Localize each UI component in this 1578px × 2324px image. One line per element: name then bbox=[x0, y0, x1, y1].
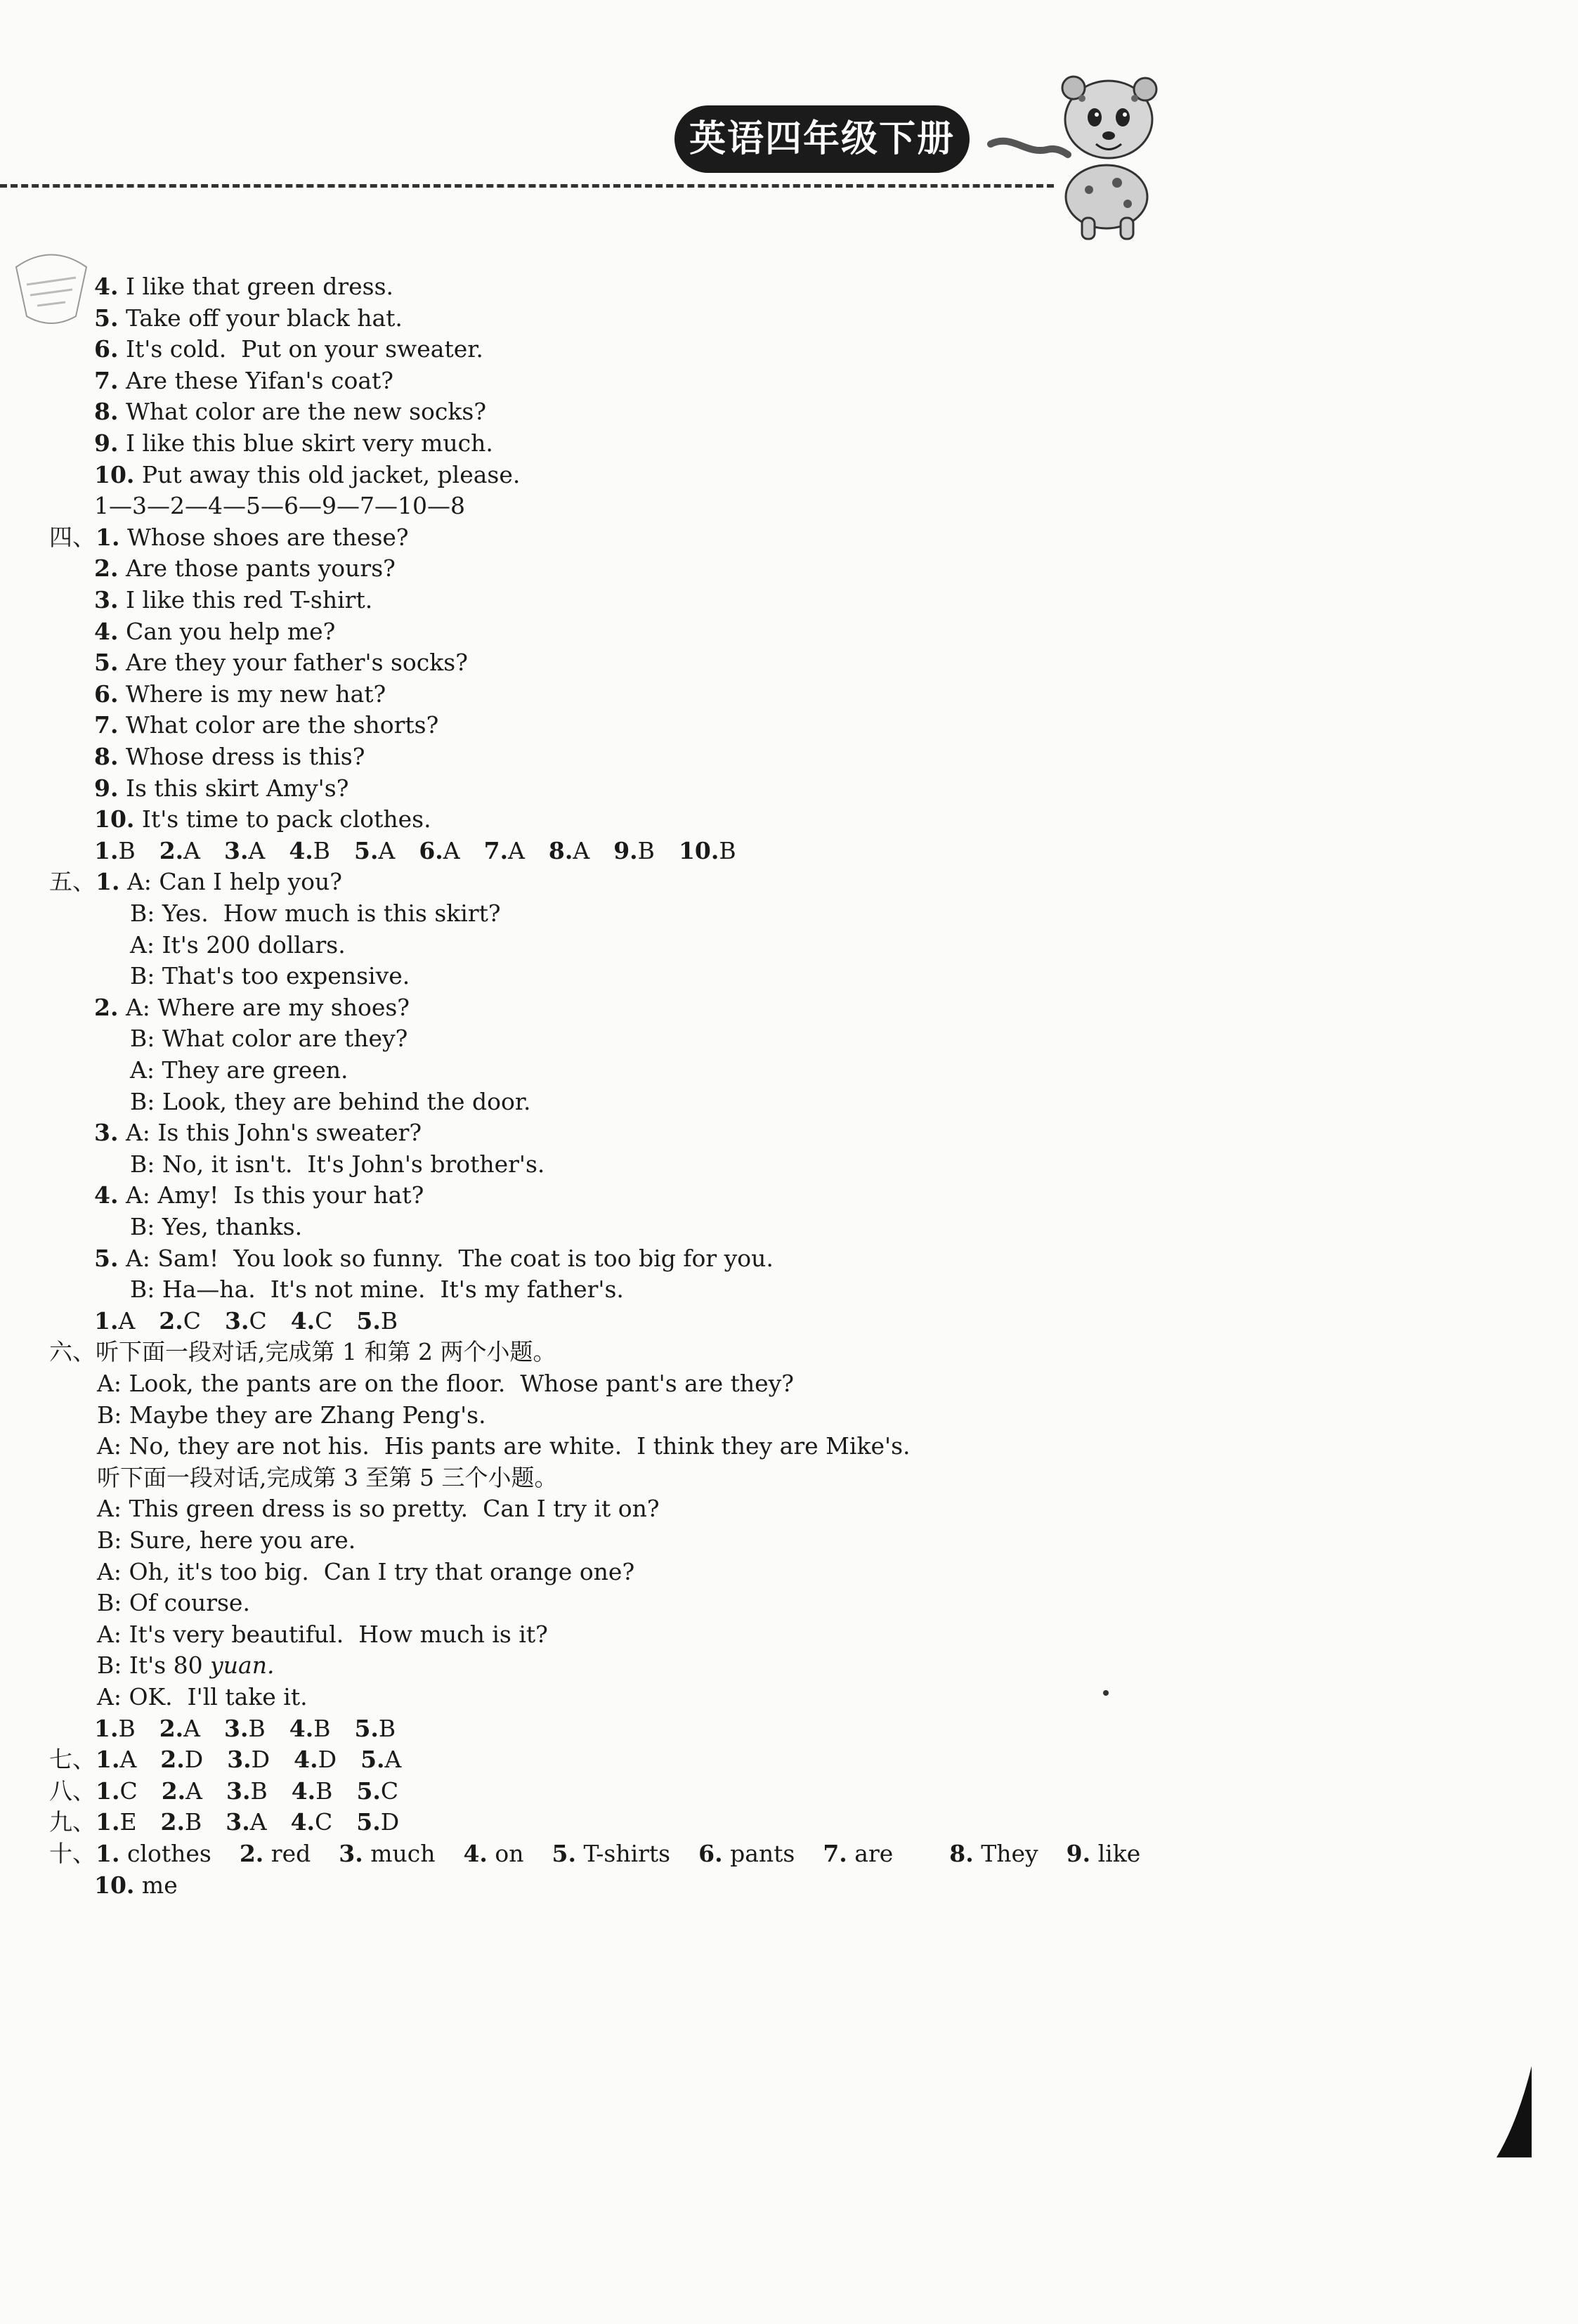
item-number: 2. bbox=[94, 554, 119, 582]
dialog-line bbox=[94, 1117, 422, 1148]
answer-number: 2. bbox=[160, 1808, 185, 1836]
dialog-line bbox=[97, 1682, 308, 1713]
answer-item bbox=[226, 1807, 266, 1838]
answer-number: 4. bbox=[290, 1307, 315, 1335]
dialog-text: A: No, they are not his. His pants are white. I think they are Mike's. bbox=[97, 1432, 911, 1460]
answer-value: A bbox=[384, 1746, 402, 1773]
dialog-line bbox=[130, 1023, 407, 1054]
answer-row bbox=[94, 1713, 419, 1744]
item-text: It's cold. Put on your sweater. bbox=[125, 335, 483, 363]
leopard-cub-icon bbox=[984, 67, 1201, 242]
numbered-item bbox=[94, 741, 365, 772]
instruction-line bbox=[49, 1337, 556, 1368]
answer-value: clothes bbox=[126, 1840, 211, 1867]
item-text: Is this skirt Amy's? bbox=[125, 774, 349, 802]
answer-number: 6. bbox=[698, 1840, 723, 1867]
answer-row bbox=[49, 1838, 1140, 1869]
answer-value: much bbox=[370, 1840, 436, 1867]
answer-value: are bbox=[854, 1840, 894, 1867]
dialog-line bbox=[130, 898, 501, 929]
answer-number: 5. bbox=[356, 1808, 381, 1836]
dialog-line bbox=[130, 1274, 624, 1305]
currency-unit: yuan. bbox=[210, 1651, 275, 1679]
answer-value: D bbox=[184, 1746, 204, 1773]
answer-number: 2. bbox=[159, 1715, 184, 1742]
answer-number: 9. bbox=[613, 837, 638, 864]
answer-row bbox=[94, 1306, 422, 1337]
answer-item bbox=[291, 1306, 333, 1337]
answer-value: C bbox=[380, 1777, 399, 1805]
dialog-text: A: They are green. bbox=[130, 1056, 348, 1084]
dialog-text: A: Look, the pants are on the floor. Whose pant's are they? bbox=[97, 1370, 794, 1397]
dialog-line bbox=[130, 961, 410, 992]
numbered-item bbox=[94, 334, 483, 365]
answer-number: 4. bbox=[289, 1715, 314, 1742]
answer-value: A bbox=[248, 837, 266, 864]
item-text: I like this blue skirt very much. bbox=[125, 429, 493, 457]
answer-number: 4. bbox=[290, 1808, 315, 1836]
dialog-text: B: Sure, here you are. bbox=[97, 1526, 356, 1554]
item-number: 5. bbox=[94, 649, 119, 676]
answer-item bbox=[339, 1838, 435, 1869]
section-label: 七、 bbox=[49, 1746, 96, 1773]
answer-number: 8. bbox=[548, 837, 573, 864]
dialog-line bbox=[97, 1650, 274, 1681]
answer-item bbox=[96, 1838, 211, 1869]
numbered-item bbox=[94, 303, 403, 334]
dialog-line bbox=[97, 1400, 486, 1431]
dialog-line bbox=[97, 1493, 660, 1524]
answer-number: 5. bbox=[354, 1715, 379, 1742]
dialog-text: B: No, it isn't. It's John's brother's. bbox=[130, 1150, 545, 1178]
dialog-line bbox=[97, 1557, 634, 1588]
answer-value: C bbox=[119, 1777, 138, 1805]
answer-item bbox=[94, 1870, 178, 1901]
item-number: 7. bbox=[94, 711, 119, 739]
dialog-text: B: Maybe they are Zhang Peng's. bbox=[97, 1401, 486, 1429]
item-number: 3. bbox=[94, 586, 119, 614]
answer-number: 2. bbox=[160, 1746, 185, 1773]
item-text: Are those pants yours? bbox=[125, 554, 396, 582]
answer-item bbox=[949, 1838, 1038, 1869]
answer-number: 9. bbox=[1066, 1840, 1091, 1867]
answer-item bbox=[294, 1744, 337, 1775]
numbered-item bbox=[94, 365, 393, 396]
answer-value: B bbox=[248, 1715, 266, 1742]
answer-value: B bbox=[719, 837, 736, 864]
numbered-item bbox=[94, 553, 396, 584]
answer-number: 5. bbox=[354, 837, 379, 864]
item-number: 9. bbox=[94, 429, 119, 457]
answer-item bbox=[552, 1838, 671, 1869]
answer-number: 5. bbox=[360, 1746, 385, 1773]
answer-item bbox=[484, 836, 525, 866]
answer-value: D bbox=[380, 1808, 400, 1836]
numbered-item bbox=[49, 522, 409, 553]
answer-item bbox=[549, 836, 589, 866]
answer-number: 4. bbox=[294, 1746, 318, 1773]
numbered-item bbox=[94, 428, 493, 459]
dialog-text: A: It's 200 dollars. bbox=[130, 931, 346, 959]
dialog-line bbox=[97, 1368, 794, 1399]
answer-value: A bbox=[249, 1808, 267, 1836]
dialog-text: A: Amy! Is this your hat? bbox=[125, 1181, 424, 1209]
answer-value: A bbox=[118, 1307, 136, 1335]
answer-value: A bbox=[508, 837, 525, 864]
section-label: 六、 bbox=[49, 1338, 96, 1365]
dialog-line bbox=[94, 992, 410, 1023]
item-number: 5. bbox=[94, 1245, 119, 1272]
item-number: 8. bbox=[94, 398, 119, 425]
dialog-text: B: That's too expensive. bbox=[130, 962, 410, 989]
dialog-text: B: Yes, thanks. bbox=[130, 1213, 303, 1240]
answer-value: A bbox=[183, 1715, 201, 1742]
answer-value: A bbox=[573, 837, 590, 864]
answer-value: red bbox=[270, 1840, 311, 1867]
answer-number: 3. bbox=[339, 1840, 363, 1867]
answer-row bbox=[49, 1776, 422, 1807]
numbered-item bbox=[94, 773, 348, 804]
answer-value: A bbox=[185, 1777, 202, 1805]
answer-item bbox=[160, 1744, 203, 1775]
answer-number: 1. bbox=[94, 837, 119, 864]
answer-row bbox=[94, 1870, 178, 1901]
answer-value: B bbox=[313, 837, 331, 864]
answer-item bbox=[291, 1807, 333, 1838]
numbered-item bbox=[94, 585, 372, 616]
answer-number: 3. bbox=[224, 837, 249, 864]
answer-number: 8. bbox=[949, 1840, 974, 1867]
answer-item bbox=[356, 1306, 398, 1337]
answer-item bbox=[292, 1776, 333, 1807]
item-text: I like that green dress. bbox=[125, 273, 394, 300]
section-label: 十、 bbox=[49, 1840, 96, 1867]
answer-value: B bbox=[118, 837, 136, 864]
dialog-text: A: Sam! You look so funny. The coat is too big for you. bbox=[125, 1245, 774, 1272]
answer-number: 1. bbox=[96, 1840, 120, 1867]
item-text: Whose shoes are these? bbox=[126, 524, 409, 551]
item-number: 10. bbox=[94, 461, 135, 488]
answer-number: 4. bbox=[289, 837, 313, 864]
answer-item bbox=[161, 1807, 202, 1838]
answer-number: 1. bbox=[96, 1777, 120, 1805]
answer-item bbox=[1067, 1838, 1141, 1869]
answer-item bbox=[354, 836, 395, 866]
answer-value: D bbox=[251, 1746, 270, 1773]
answer-value: They bbox=[981, 1840, 1038, 1867]
answer-item bbox=[679, 836, 736, 866]
dialog-text: B: Ha—ha. It's not mine. It's my father's. bbox=[130, 1275, 624, 1303]
answer-item bbox=[240, 1838, 311, 1869]
answer-number: 4. bbox=[463, 1840, 488, 1867]
numbered-item bbox=[94, 647, 468, 678]
answer-item bbox=[94, 836, 136, 866]
item-text: It's time to pack clothes. bbox=[141, 805, 431, 833]
item-number: 6. bbox=[94, 335, 119, 363]
item-number: 4. bbox=[94, 273, 119, 300]
answer-item bbox=[613, 836, 655, 866]
answer-value: A bbox=[119, 1746, 137, 1773]
dialog-text: B: It's 80 bbox=[97, 1651, 211, 1679]
dialog-text: A: Is this John's sweater? bbox=[125, 1119, 422, 1146]
answer-value: B bbox=[313, 1715, 331, 1742]
answer-number: 1. bbox=[94, 1307, 119, 1335]
answer-number: 5. bbox=[552, 1840, 576, 1867]
answer-number: 3. bbox=[225, 1307, 249, 1335]
ink-dot bbox=[1103, 1690, 1109, 1696]
answer-item bbox=[96, 1807, 137, 1838]
answer-item bbox=[356, 1807, 399, 1838]
header-divider bbox=[0, 184, 1054, 188]
answer-number: 4. bbox=[291, 1777, 316, 1805]
item-text: Can you help me? bbox=[125, 618, 336, 645]
numbered-item bbox=[94, 271, 393, 302]
item-number: 1. bbox=[96, 868, 120, 895]
numbered-item bbox=[94, 710, 438, 741]
section-label: 八、 bbox=[49, 1777, 96, 1805]
answer-value: B bbox=[185, 1808, 202, 1836]
dialog-text: B: Look, they are behind the door. bbox=[130, 1088, 531, 1115]
section-label: 九、 bbox=[49, 1808, 96, 1836]
answer-number: 10. bbox=[678, 837, 719, 864]
answer-item bbox=[823, 1838, 893, 1869]
item-text: Put away this old jacket, please. bbox=[141, 461, 521, 488]
section-label: 四、 bbox=[49, 524, 96, 551]
answer-item bbox=[159, 836, 200, 866]
order-sequence: 1—3—2—4—5—6—9—7—10—8 bbox=[94, 492, 465, 519]
item-number: 9. bbox=[94, 774, 119, 802]
answer-row bbox=[49, 1807, 423, 1838]
answer-number: 5. bbox=[356, 1777, 381, 1805]
answer-value: T-shirts bbox=[583, 1840, 671, 1867]
dialog-text: B: Yes. How much is this skirt? bbox=[130, 900, 501, 927]
item-number: 5. bbox=[94, 304, 119, 332]
answer-value: A bbox=[183, 837, 201, 864]
answer-number: 3. bbox=[226, 1808, 250, 1836]
numbered-item bbox=[94, 616, 335, 647]
answer-value: like bbox=[1097, 1840, 1141, 1867]
item-text: Take off your black hat. bbox=[125, 304, 403, 332]
answer-item bbox=[159, 1306, 201, 1337]
answer-item bbox=[94, 1713, 136, 1744]
order-line bbox=[94, 491, 465, 521]
dialog-text: A: Oh, it's too big. Can I try that orange one? bbox=[97, 1558, 635, 1585]
item-number: 7. bbox=[94, 367, 119, 394]
answer-item bbox=[159, 1713, 200, 1744]
answer-item bbox=[225, 1306, 267, 1337]
answer-number: 5. bbox=[356, 1307, 381, 1335]
item-number: 3. bbox=[94, 1119, 119, 1146]
answer-item bbox=[289, 836, 330, 866]
dialog-text: A: This green dress is so pretty. Can I try it on? bbox=[97, 1495, 660, 1522]
answer-value: D bbox=[318, 1746, 337, 1773]
item-text: I like this red T-shirt. bbox=[125, 586, 373, 614]
dialog-text: A: OK. I'll take it. bbox=[97, 1683, 308, 1710]
dialog-line bbox=[130, 1149, 545, 1180]
answer-number: 1. bbox=[94, 1715, 119, 1742]
answer-number: 1. bbox=[96, 1746, 120, 1773]
answer-item bbox=[94, 1306, 135, 1337]
dialog-line bbox=[130, 1055, 348, 1086]
page-corner-shadow bbox=[1497, 2066, 1532, 2157]
answer-value: B bbox=[118, 1715, 136, 1742]
answer-row bbox=[94, 836, 760, 866]
item-number: 4. bbox=[94, 618, 119, 645]
answer-item bbox=[463, 1838, 523, 1869]
item-number: 2. bbox=[94, 994, 119, 1021]
answer-value: B bbox=[315, 1777, 333, 1805]
item-text: Are they your father's socks? bbox=[125, 649, 468, 676]
dialog-line bbox=[97, 1619, 548, 1650]
dialog-line bbox=[97, 1525, 356, 1556]
answer-number: 2. bbox=[239, 1840, 264, 1867]
dialog-text: A: Where are my shoes? bbox=[125, 994, 410, 1021]
answer-value: A bbox=[378, 837, 396, 864]
instruction-text: 听下面一段对话,完成第 3 至第 5 三个小题。 bbox=[97, 1464, 558, 1491]
answer-number: 2. bbox=[161, 1777, 186, 1805]
dialog-text: A: Can I help you? bbox=[126, 868, 342, 895]
item-text: What color are the shorts? bbox=[125, 711, 439, 739]
answer-number: 7. bbox=[483, 837, 509, 864]
item-text: Where is my new hat? bbox=[125, 680, 386, 708]
page-title: 英语四年级下册 bbox=[689, 118, 955, 160]
instruction-line bbox=[97, 1462, 557, 1493]
numbered-item bbox=[94, 396, 486, 427]
numbered-item bbox=[94, 679, 386, 710]
answer-value: E bbox=[119, 1808, 137, 1836]
answer-item bbox=[224, 836, 265, 866]
dialog-line bbox=[130, 1086, 531, 1117]
answer-item bbox=[419, 836, 459, 866]
dialog-text: B: Of course. bbox=[97, 1589, 250, 1616]
item-number: 1. bbox=[96, 524, 120, 551]
numbered-item bbox=[94, 460, 520, 491]
answer-item bbox=[96, 1744, 136, 1775]
answer-item bbox=[698, 1838, 795, 1869]
numbered-item bbox=[94, 804, 431, 835]
answer-value: B bbox=[380, 1307, 398, 1335]
answer-number: 3. bbox=[227, 1746, 252, 1773]
answer-value: A bbox=[443, 837, 460, 864]
item-text: Are these Yifan's coat? bbox=[125, 367, 393, 394]
answer-value: C bbox=[315, 1307, 333, 1335]
answer-item bbox=[162, 1776, 202, 1807]
item-text: What color are the new socks? bbox=[125, 398, 487, 425]
dialog-line bbox=[130, 1212, 302, 1242]
answer-number: 1. bbox=[96, 1808, 120, 1836]
answer-item bbox=[360, 1744, 401, 1775]
dialog-text: B: What color are they? bbox=[130, 1025, 408, 1052]
dialog-line bbox=[97, 1431, 911, 1462]
answer-value: C bbox=[183, 1307, 201, 1335]
answer-number: 7. bbox=[823, 1840, 847, 1867]
dialog-text: A: It's very beautiful. How much is it? bbox=[97, 1621, 548, 1648]
answer-item bbox=[354, 1713, 396, 1744]
instruction-text: 听下面一段对话,完成第 1 和第 2 两个小题。 bbox=[96, 1338, 556, 1365]
answer-row bbox=[49, 1744, 425, 1775]
section-label: 五、 bbox=[49, 868, 96, 895]
answer-item bbox=[224, 1713, 266, 1744]
answer-item bbox=[96, 1776, 138, 1807]
answer-value: B bbox=[637, 837, 655, 864]
answer-item bbox=[356, 1776, 398, 1807]
dialog-line bbox=[130, 930, 346, 961]
answer-item bbox=[289, 1713, 331, 1744]
answer-value: B bbox=[250, 1777, 268, 1805]
answer-number: 3. bbox=[226, 1777, 251, 1805]
answer-number: 3. bbox=[224, 1715, 249, 1742]
item-number: 8. bbox=[94, 743, 119, 770]
answer-value: C bbox=[249, 1307, 267, 1335]
dialog-line bbox=[97, 1588, 250, 1618]
answer-number: 2. bbox=[159, 837, 184, 864]
answer-value: B bbox=[378, 1715, 396, 1742]
item-number: 6. bbox=[94, 680, 119, 708]
dialog-line bbox=[49, 866, 342, 897]
stamp-icon bbox=[6, 246, 97, 330]
item-number: 4. bbox=[94, 1181, 119, 1209]
answer-value: pants bbox=[730, 1840, 795, 1867]
answer-number: 10. bbox=[94, 1871, 135, 1899]
answer-value: C bbox=[315, 1808, 333, 1836]
answer-value: me bbox=[141, 1871, 178, 1899]
answer-number: 6. bbox=[419, 837, 443, 864]
item-text: Whose dress is this? bbox=[125, 743, 365, 770]
dialog-line bbox=[94, 1180, 424, 1211]
answer-number: 2. bbox=[159, 1307, 183, 1335]
answer-item bbox=[227, 1744, 270, 1775]
answer-item bbox=[226, 1776, 268, 1807]
item-number: 10. bbox=[94, 805, 135, 833]
dialog-line bbox=[94, 1243, 774, 1274]
answer-value: on bbox=[495, 1840, 524, 1867]
